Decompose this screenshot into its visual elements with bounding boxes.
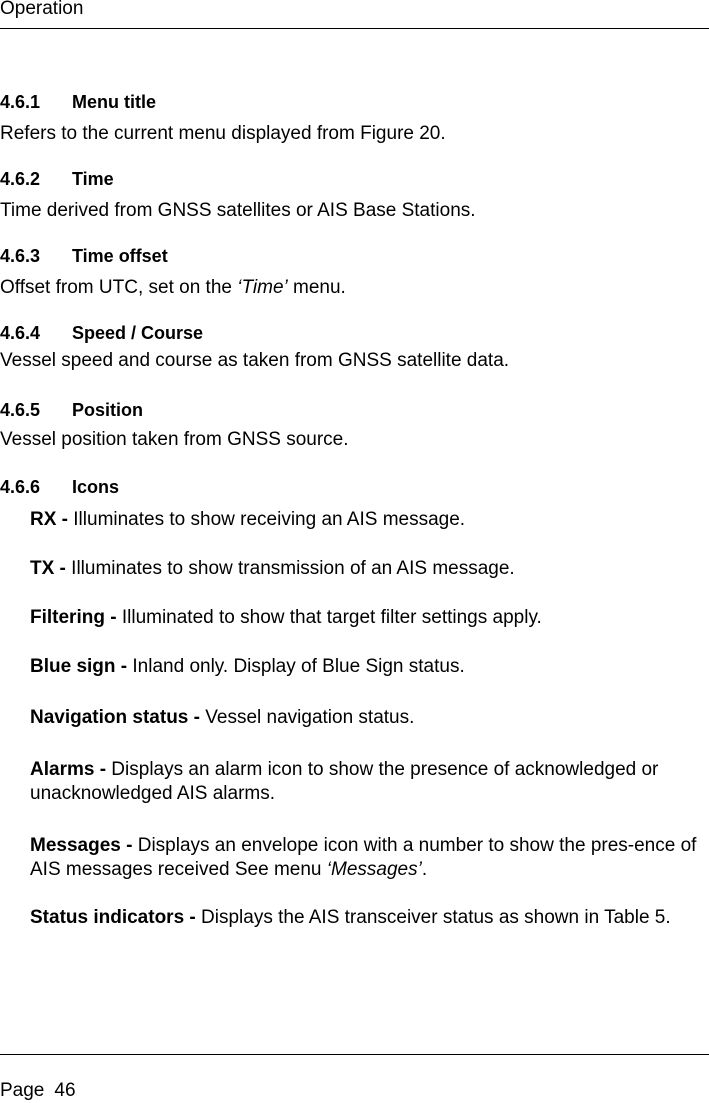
header-divider (0, 28, 709, 29)
icon-term: Messages - (30, 835, 133, 856)
page-number-value: 46 (54, 1080, 76, 1101)
icon-term: Navigation status - (30, 707, 200, 728)
icon-description-navigation-status (30, 706, 709, 730)
icon-description-blue-sign (30, 655, 709, 679)
page-label: Page (0, 1080, 45, 1101)
section-number: 4.6.4 (0, 323, 41, 343)
section-number: 4.6.5 (0, 400, 41, 420)
section-body-time-offset (0, 277, 346, 299)
section-title: Position (72, 400, 143, 420)
icon-description-rx (30, 508, 709, 532)
icon-desc: Illuminates to show transmission of an AIS message. (65, 558, 515, 579)
icon-desc: Illuminated to show that target filter settings apply. (116, 607, 542, 628)
section-number: 4.6.1 (0, 92, 41, 112)
section-heading-speed-course (0, 323, 203, 344)
icon-desc: . (421, 859, 428, 880)
page-header-title: Operation (0, 0, 84, 19)
icon-description-messages (30, 834, 709, 882)
section-title: Speed / Course (72, 323, 204, 343)
icon-term: Filtering - (30, 607, 117, 628)
icon-desc: Displays an alarm icon to show the presence of acknowledged or unacknowledged AIS alarms. (30, 759, 659, 804)
section-heading-time (0, 169, 114, 190)
icon-description-alarms (30, 758, 709, 806)
icon-term: RX - (30, 509, 68, 530)
icon-desc: Displays an envelope icon with a number to show the pres-ence of AIS messages received See menu (30, 835, 697, 880)
section-heading-icons (0, 477, 119, 498)
icon-term: Blue sign - (30, 656, 128, 677)
icon-desc: Inland only. Display of Blue Sign status. (127, 656, 465, 677)
section-title: Icons (72, 477, 120, 497)
icon-description-tx (30, 557, 709, 581)
section-title: Time offset (72, 246, 168, 266)
icon-description-status-indicators (30, 906, 709, 930)
section-number: 4.6.2 (0, 169, 41, 189)
section-body-time: Time derived from GNSS satellites or AIS Base Stations. (0, 200, 476, 221)
icon-term: Status indicators - (30, 907, 196, 928)
section-heading-position (0, 400, 143, 421)
icon-description-filtering (30, 606, 709, 630)
section-title: Menu title (72, 92, 156, 112)
section-number: 4.6.6 (0, 477, 41, 497)
section-body-position: Vessel position taken from GNSS source. (0, 429, 349, 450)
menu-reference: ‘Messages’ (326, 859, 422, 880)
icon-desc: Vessel navigation status. (199, 707, 415, 728)
icon-desc: Illuminates to show receiving an AIS message. (68, 509, 466, 530)
footer-divider (0, 1054, 709, 1055)
page-number (0, 1080, 76, 1102)
section-number: 4.6.3 (0, 246, 41, 266)
icon-term: TX - (30, 558, 66, 579)
section-body-speed-course: Vessel speed and course as taken from GNSS satellite data. (0, 350, 510, 371)
body-text: menu. (287, 277, 346, 298)
section-body-menu-title: Refers to the current menu displayed from Figure 20. (0, 123, 446, 144)
section-heading-time-offset (0, 246, 168, 267)
icon-term: Alarms - (30, 759, 107, 780)
section-heading-menu-title (0, 92, 156, 113)
section-title: Time (72, 169, 114, 189)
menu-reference: ‘Time’ (237, 277, 288, 298)
icon-desc: Displays the AIS transceiver status as shown in Table 5. (195, 907, 671, 928)
body-text: Offset from UTC, set on the (0, 277, 238, 298)
